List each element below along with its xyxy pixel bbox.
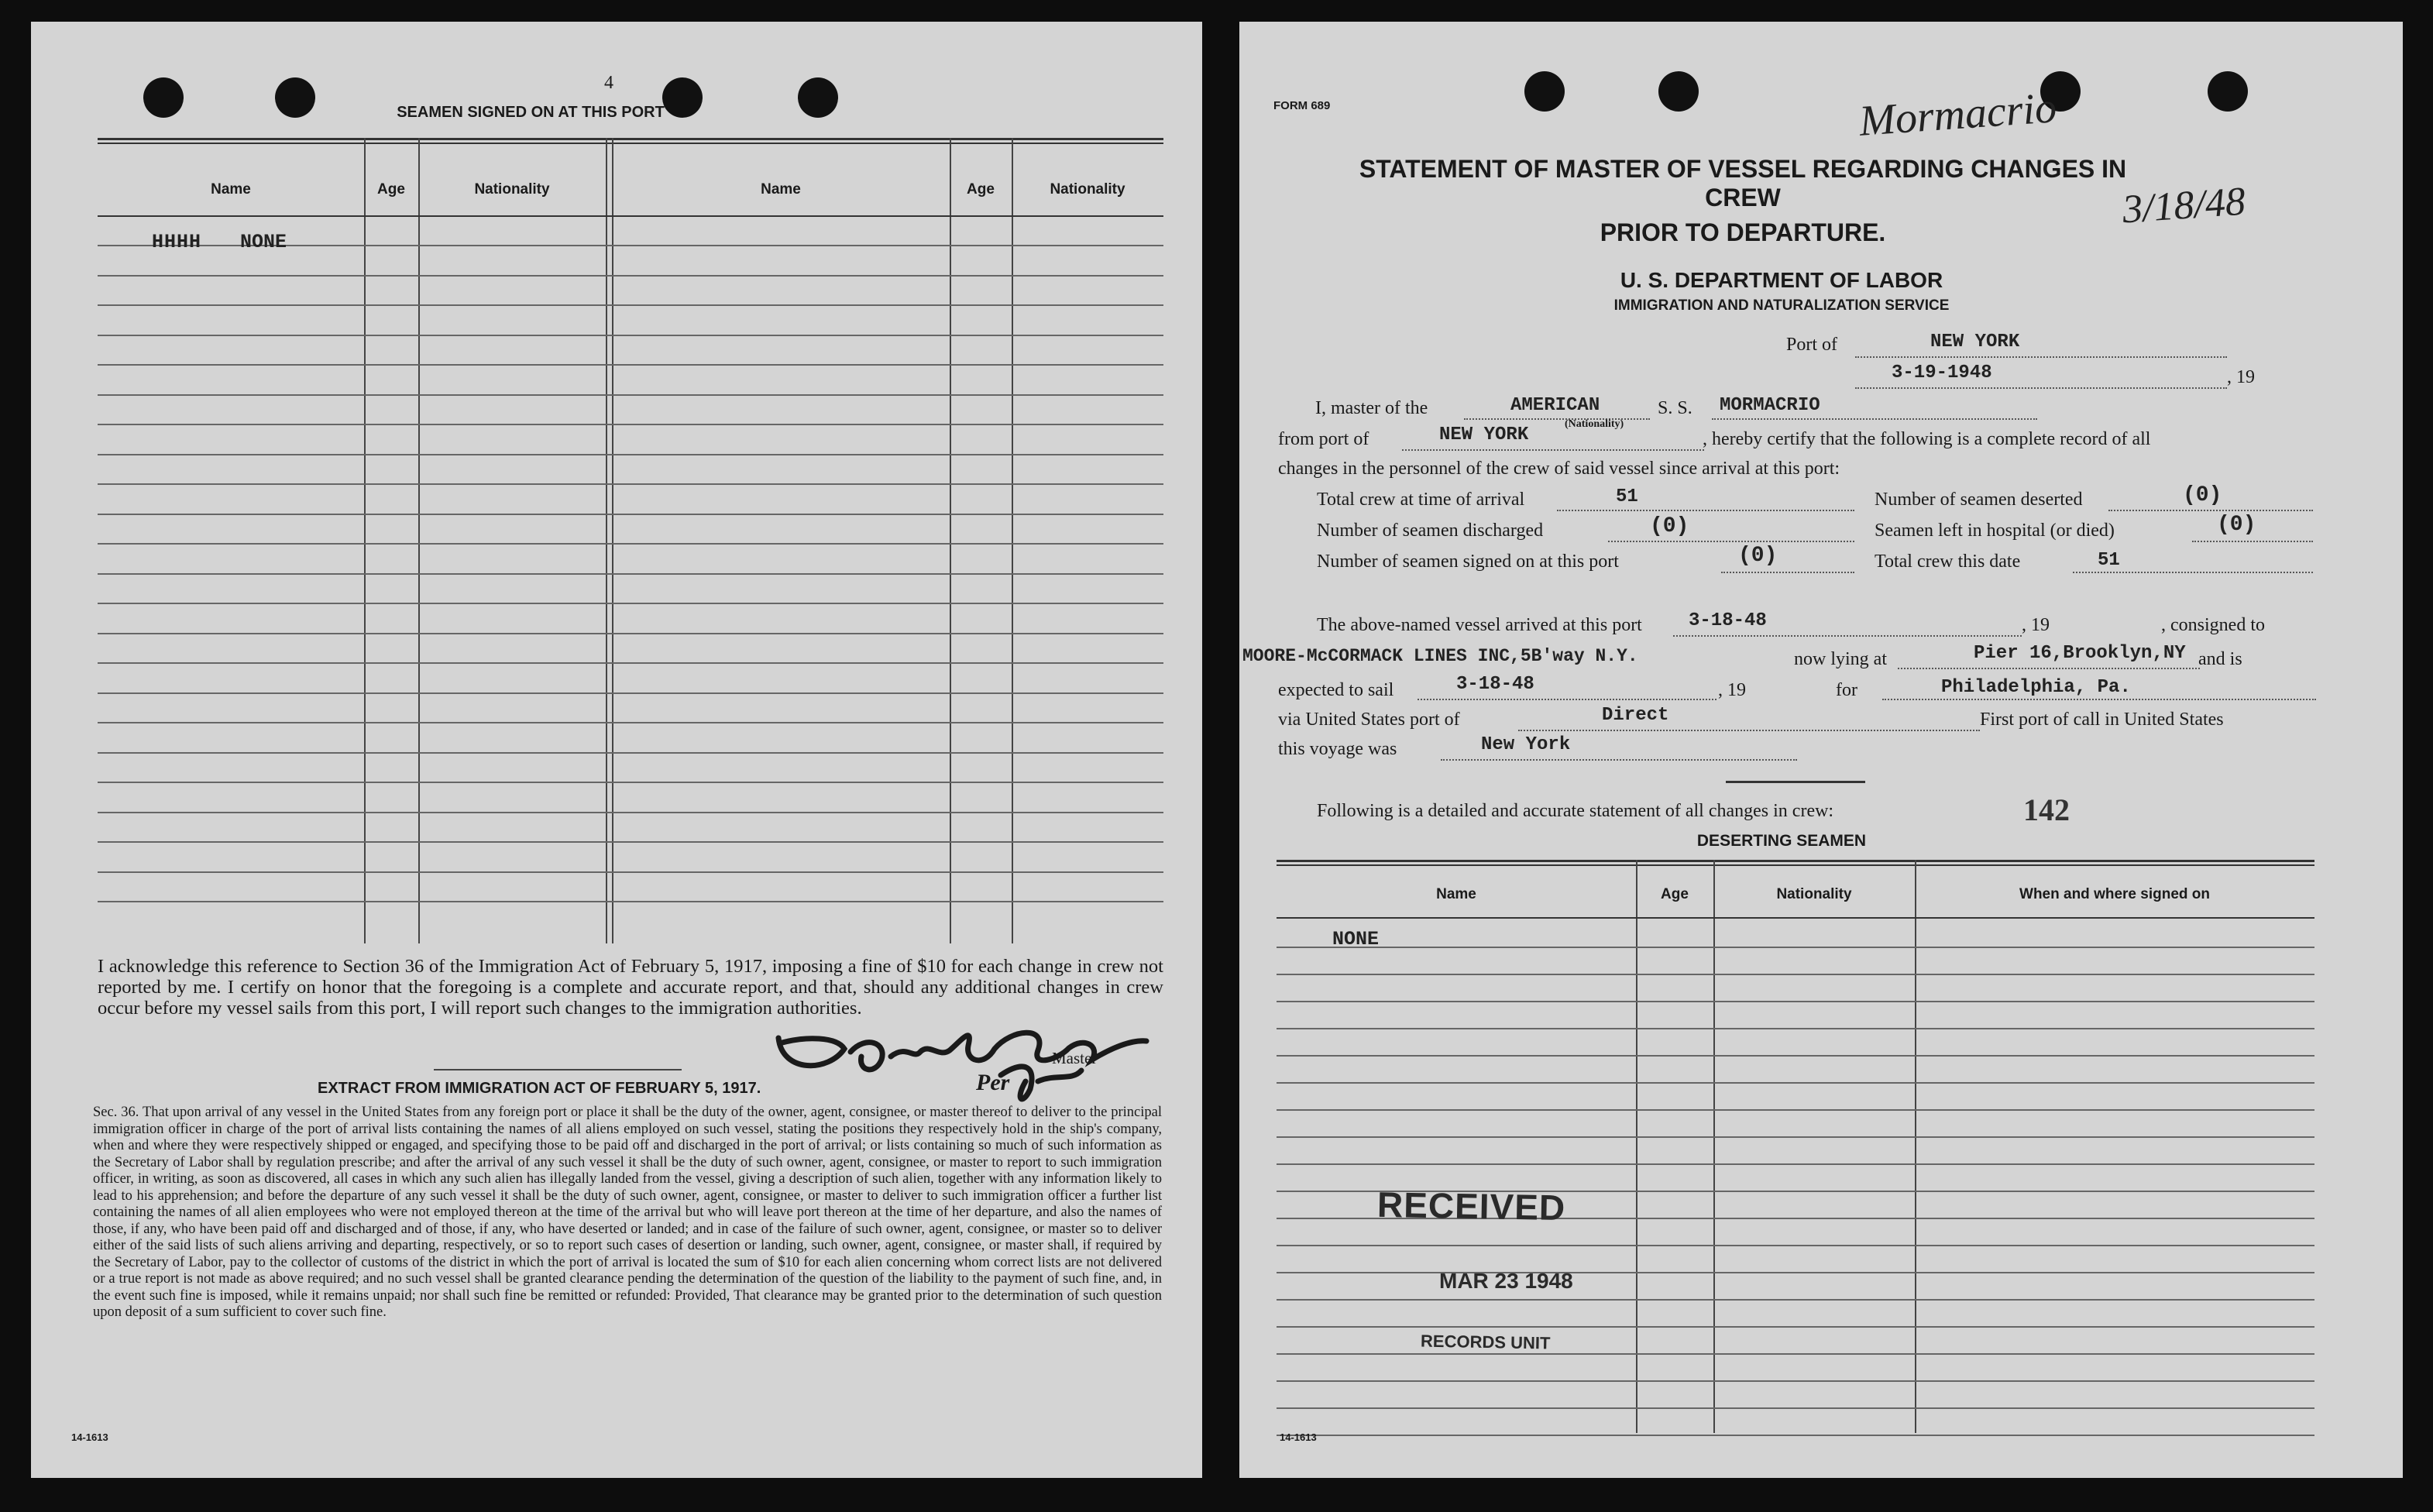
via-value: Direct bbox=[1602, 705, 1669, 726]
total-crew-arrival: 51 bbox=[1616, 486, 1638, 507]
right-form-code: 14-1613 bbox=[1280, 1431, 1317, 1443]
table-row-line bbox=[1277, 1109, 2314, 1111]
ss-label: S. S. bbox=[1658, 398, 1692, 418]
date-value: 3-19-1948 bbox=[1892, 363, 1992, 383]
table-row-line bbox=[98, 483, 1163, 485]
following-label: Following is a detailed and accurate statement of all changes in crew: bbox=[1317, 801, 1834, 821]
table-row-line bbox=[98, 573, 1163, 575]
table-row-line bbox=[98, 335, 1163, 336]
arrived-label: The above-named vessel arrived at this port bbox=[1317, 615, 1642, 635]
punch-hole bbox=[1658, 71, 1699, 112]
total-crew-date: 51 bbox=[2098, 550, 2120, 571]
col-age-2: Age bbox=[967, 181, 995, 198]
table-row-line bbox=[98, 454, 1163, 455]
form-title: STATEMENT OF MASTER OF VESSEL REGARDING CHANGES IN CREW PRIOR TO DEPARTURE. bbox=[1359, 155, 2127, 246]
via-label: via United States port of bbox=[1278, 710, 1460, 730]
punch-hole bbox=[143, 77, 184, 118]
table-row-line bbox=[98, 603, 1163, 604]
department: U. S. DEPARTMENT OF LABOR bbox=[1620, 268, 1943, 292]
table-row-line bbox=[1277, 1435, 2314, 1436]
punch-hole bbox=[798, 77, 838, 118]
hospital-label: Seamen left in hospital (or died) bbox=[1875, 521, 2115, 541]
table-row-line bbox=[1277, 1082, 2314, 1084]
col-name: Name bbox=[211, 181, 251, 198]
form-number: FORM 689 bbox=[1273, 99, 1331, 112]
table-row-line bbox=[98, 782, 1163, 783]
table-row-line bbox=[1277, 1407, 2314, 1409]
deserted-label: Number of seamen deserted bbox=[1875, 490, 2083, 510]
col-nationality: Nationality bbox=[1776, 886, 1852, 902]
for-label: for bbox=[1836, 680, 1857, 700]
table-row-line bbox=[98, 424, 1163, 425]
nationality-caption: (Nationality) bbox=[1565, 418, 1624, 430]
port-value: NEW YORK bbox=[1930, 332, 2020, 352]
table-row-line bbox=[98, 304, 1163, 306]
table-row-line bbox=[98, 633, 1163, 634]
deserting-title: DESERTING SEAMEN bbox=[1696, 832, 1867, 850]
discharged-label: Number of seamen discharged bbox=[1317, 521, 1544, 541]
table-row-line bbox=[1277, 1245, 2314, 1246]
following-number: 142 bbox=[2023, 792, 2070, 827]
table-row-line bbox=[98, 514, 1163, 515]
year-suffix-2: , 19 bbox=[2022, 615, 2050, 635]
seamen-signed-table bbox=[98, 138, 1163, 943]
table-row-line bbox=[1277, 1055, 2314, 1057]
table-row-line bbox=[1277, 1163, 2314, 1165]
deserting-seamen-table bbox=[1277, 860, 2314, 1433]
table-row-line bbox=[98, 901, 1163, 902]
from-port-value: NEW YORK bbox=[1439, 424, 1529, 445]
signature-per: Per bbox=[976, 1070, 1010, 1095]
left-page bbox=[31, 22, 1202, 1478]
table-row-line bbox=[1277, 947, 2314, 948]
signed-on-value: (0) bbox=[1738, 544, 1778, 568]
master-signature bbox=[759, 1005, 1177, 1114]
table-row-line bbox=[98, 692, 1163, 694]
table-row-line bbox=[98, 752, 1163, 754]
now-lying-value: Pier 16,Brooklyn,NY bbox=[1974, 643, 2186, 664]
col-nationality: Nationality bbox=[474, 181, 550, 198]
divider bbox=[434, 1069, 682, 1070]
nationality-value: AMERICAN bbox=[1510, 395, 1600, 416]
first-row-name: NONE bbox=[240, 231, 287, 253]
table-row-line bbox=[98, 543, 1163, 545]
punch-hole bbox=[2208, 71, 2248, 112]
year-suffix: , 19 bbox=[2227, 367, 2255, 387]
extract-text: Sec. 36. That upon arrival of any vessel in the United States from any foreign port or place it shall be the duty of the owner, agent, consignee, or master thereof to deliver to the principal immigration officer in charge of the port of arrival lists containing the names of all aliens employed on such vessel, stating the positions they respectively hold in the ship's company, when and where they were respectively shipped or engaged, and specifying those to be paid off and discharged in the port of arrival; or lists containing so much of such information as the Secretary of Labor shall by regulation prescribe; and after the arrival of any such vessel it shall be the duty of such owner, agent, consignee, or master to report to such immigration officer, in writing, as soon as discovered, all cases in which any such alien has illegally landed from the vessel, giving a description of such alien, together with any information likely to lead to his apprehension; and before the departure of any such vessel it shall be the duty of such owner, agent, consignee, or master to deliver to such immigration officer a further list containing the names of all alien employees who were not employed thereon at the time of the arrival but who will leave port thereon at the time of her departure, and also the names of those, if any, who have been paid off and discharged and of those, if any, who have deserted or landed; and in case of the failure of such owner, agent, consignee, or master so to deliver either of the said lists of such aliens arriving and departing, respectively, or so to report such cases of desertion or landing, such owner, agent, consignee, or master shall, if required by the Secretary of Labor, pay to the collector of customs of the district in which the port of arrival is located the sum of $10 for each alien concerning whom correct lists are not delivered or a true report is not made as above required; and no such vessel shall be granted clearance pending the determination of the question of the liability to the payment of such fine, and, in the event such fine is imposed, while it remains unpaid; nor shall such fine be remitted or refunded: Provided, That clearance may be granted prior to the determination of such question upon deposit of a sum sufficient to cover such fine. bbox=[93, 1105, 1162, 1320]
col-name-2: Name bbox=[761, 181, 801, 198]
table-row-line bbox=[1277, 1380, 2314, 1382]
from-port-label: from port of bbox=[1278, 429, 1369, 449]
col-age: Age bbox=[1661, 886, 1689, 902]
table-row-line bbox=[98, 394, 1163, 396]
ss-value: MORMACRIO bbox=[1720, 395, 1820, 416]
table-row-line bbox=[98, 841, 1163, 843]
right-page bbox=[1239, 22, 2403, 1478]
consigned-label: , consigned to bbox=[2161, 615, 2265, 635]
table-row-line bbox=[98, 662, 1163, 664]
table-row-line bbox=[1277, 974, 2314, 975]
col-age: Age bbox=[377, 181, 405, 198]
handwritten-ship: Mormacrio bbox=[1857, 84, 2058, 146]
left-form-code: 14-1613 bbox=[71, 1431, 108, 1443]
acknowledgement-text: I acknowledge this reference to Section 36 of the Immigration Act of February 5, 1917, imposing a fine of $10 for each change in crew not reported by me. I certify on honor that the foregoing is a complete and accurate report, and that, should any additional changes in crew occur before my vessel sails from this port, I will report such changes to the immigration authorities. bbox=[98, 956, 1163, 1019]
redacted-mark: HHHH bbox=[152, 231, 202, 253]
table-row-line bbox=[98, 275, 1163, 277]
and-is-label: and is bbox=[2198, 649, 2242, 669]
signed-on-label: Number of seamen signed on at this port bbox=[1317, 552, 1619, 572]
hospital-value: (0) bbox=[2217, 513, 2256, 537]
first-port-label: First port of call in United States bbox=[1980, 710, 2224, 730]
left-title: SEAMEN SIGNED ON AT THIS PORT bbox=[397, 104, 665, 121]
table-row-line bbox=[1277, 1136, 2314, 1138]
expected-value: 3-18-48 bbox=[1456, 674, 1534, 695]
page-number: 4 bbox=[604, 73, 613, 93]
table-row-line bbox=[98, 722, 1163, 723]
deserted-value: (0) bbox=[2183, 483, 2222, 507]
stamp-unit: RECORDS UNIT bbox=[1420, 1331, 1551, 1353]
for-value: Philadelphia, Pa. bbox=[1941, 677, 2131, 698]
total-crew-date-label: Total crew this date bbox=[1875, 552, 2021, 572]
total-crew-arrival-label: Total crew at time of arrival bbox=[1317, 490, 1525, 510]
table-row-line bbox=[1277, 1272, 2314, 1273]
stamp-received: RECEIVED bbox=[1376, 1184, 1566, 1228]
table-row-line bbox=[98, 871, 1163, 873]
port-label: Port of bbox=[1786, 335, 1837, 355]
table-row-line bbox=[98, 364, 1163, 366]
voyage-label: this voyage was bbox=[1278, 739, 1397, 759]
stamp-date: MAR 23 1948 bbox=[1439, 1269, 1573, 1293]
handwritten-date: 3/18/48 bbox=[2121, 179, 2247, 232]
table-row-line bbox=[98, 812, 1163, 813]
changes-text: changes in the personnel of the crew of said vessel since arrival at this port: bbox=[1278, 459, 1840, 479]
discharged-value: (0) bbox=[1650, 514, 1689, 538]
consignee-value: MOORE-McCORMACK LINES INC,5B'way N.Y. bbox=[1242, 646, 1638, 666]
first-row-name: NONE bbox=[1332, 928, 1380, 950]
col-nationality-2: Nationality bbox=[1050, 181, 1125, 198]
table-row-line bbox=[1277, 1353, 2314, 1355]
service: IMMIGRATION AND NATURALIZATION SERVICE bbox=[1613, 297, 1950, 314]
table-row-line bbox=[1277, 1001, 2314, 1002]
master-of-label: I, master of the bbox=[1315, 398, 1428, 418]
now-lying-label: now lying at bbox=[1794, 649, 1887, 669]
extract-title: EXTRACT FROM IMMIGRATION ACT OF FEBRUARY 5, 1917. bbox=[318, 1080, 761, 1097]
year-suffix-3: , 19 bbox=[1718, 680, 1746, 700]
voyage-value: New York bbox=[1481, 734, 1571, 755]
certify-text: , hereby certify that the following is a complete record of all bbox=[1703, 429, 2151, 449]
col-when-where: When and where signed on bbox=[2019, 886, 2210, 902]
table-row-line bbox=[1277, 1326, 2314, 1328]
punch-hole bbox=[1524, 71, 1565, 112]
col-name: Name bbox=[1436, 886, 1476, 902]
table-row-line bbox=[1277, 1028, 2314, 1029]
arrived-value: 3-18-48 bbox=[1689, 610, 1767, 631]
table-row-line bbox=[1277, 1299, 2314, 1301]
expected-label: expected to sail bbox=[1278, 680, 1394, 700]
master-label: Master bbox=[1052, 1049, 1098, 1067]
